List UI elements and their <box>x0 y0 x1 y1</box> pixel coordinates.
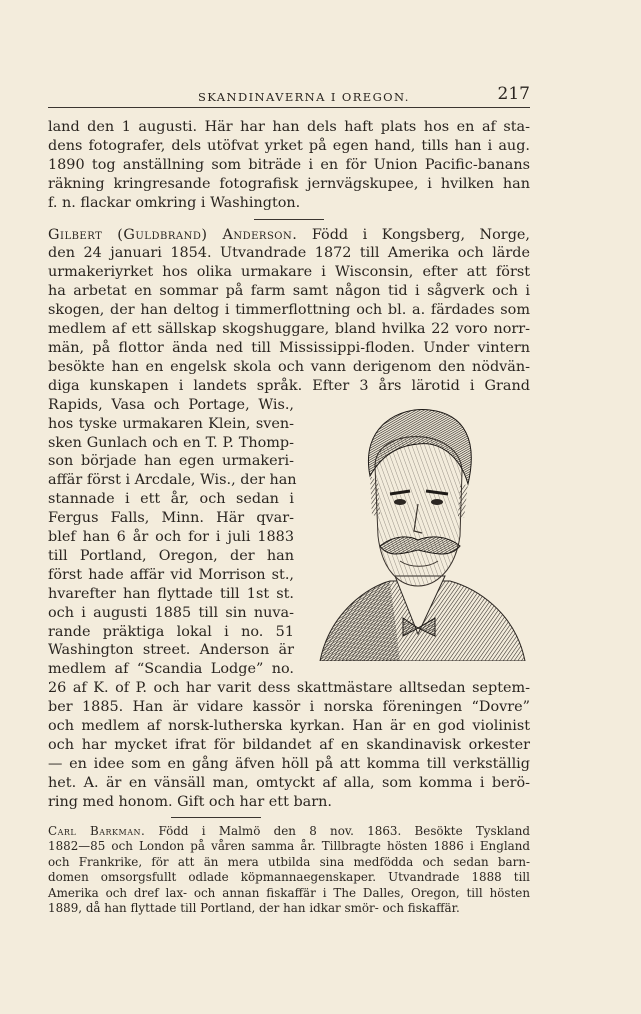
intro-paragraph <box>48 118 530 213</box>
text-line: räkning kringresande fotografisk jernvägskupee, i hvilken han <box>48 175 530 192</box>
text-line: hvarefter han flyttade till 1st st. <box>48 585 294 602</box>
text-line: den 24 januari 1854. Utvandrade 1872 till Amerika och lärde <box>48 245 530 262</box>
text-line: till Portland, Oregon, der han <box>48 547 294 564</box>
text-line: dens fotografer, dels utöfvat yrket på egen hand, tills han i aug. <box>48 137 530 154</box>
text-line: och har mycket ifrat för bildandet af en skandinavisk orkester <box>48 737 530 753</box>
text-line: 1890 tog anställning som biträde i en för Union Pacific-banans <box>48 156 530 173</box>
text-line: f. n. flackar omkring i Washington. <box>48 194 301 211</box>
text-line: stannade i ett år, och sedan i <box>48 491 294 508</box>
bio-name: Gilbert (Guldbrand) Anderson. <box>48 226 298 243</box>
text-line: 1889, då han flyttade till Portland, der han idkar smör- och fiskaffär. <box>48 901 460 916</box>
text-line: — en idee som en gång äfven höll på att komma till verkställig <box>48 755 530 772</box>
text-line: och i augusti 1885 till sin nuva- <box>48 604 294 621</box>
text-line: män, på flottor ända ned till Mississippi-floden. Under vintern <box>48 339 530 356</box>
page-number: 217 <box>497 84 530 104</box>
section-divider <box>171 817 261 818</box>
text-line: Gilbert (Guldbrand) Anderson. Född i Kongsberg, Norge, <box>48 226 530 243</box>
portrait-engraving <box>300 396 530 661</box>
text-line: land den 1 augusti. Här har han dels haft plats hos en af sta- <box>48 119 530 135</box>
bio-name: Carl Barkman. <box>48 823 146 838</box>
text-line: sken Gunlach och en T. P. Thomp- <box>48 434 294 451</box>
text-line: och Frankrike, för att än mera utbilda sina medfödda och sedan barn- <box>48 854 530 869</box>
body-text <box>48 118 530 917</box>
text-line: ber 1885. Han är vidare kassör i norska föreningen “Dovre” <box>48 699 530 716</box>
header-rule <box>48 107 530 108</box>
text-line: Amerika och dref lax- och annan fiskaffär i The Dalles, Oregon, till hösten <box>48 885 530 900</box>
text-line: hos tyske urmakaren Klein, sven- <box>48 415 294 432</box>
text-line: blef han 6 år och for i juli 1883 <box>48 529 294 546</box>
text-line: först hade affär vid Morrison st., <box>48 566 294 583</box>
text-line: besökte han en engelsk skola och vann derigenom den nödvän- <box>48 358 530 375</box>
text-line: 26 af K. of P. och har varit dess skattmästare alltsedan septem- <box>48 680 530 697</box>
running-title: SKANDINAVERNA I OREGON. <box>198 90 410 104</box>
text-line: domen omsorgsfullt odlade köpmannaegenskaper. Utvandrade 1888 till <box>48 870 530 885</box>
text-line: het. A. är en vänsäll man, omtyckt af alla, som komma i berö- <box>48 774 530 791</box>
text-line: Washington street. Anderson är <box>48 642 294 659</box>
text-line: Carl Barkman. Född i Malmö den 8 nov. 1863. Besökte Tyskland <box>48 823 530 838</box>
text-line: Fergus Falls, Minn. Här qvar- <box>48 510 294 527</box>
text-line: medlem af “Scandia Lodge” no. <box>48 661 294 678</box>
text-line: affär först i Arcdale, Wis., der han <box>48 472 297 489</box>
text-line: och medlem af norsk-lutherska kyrkan. Han är en god violinist <box>48 718 530 735</box>
text-line: ring med honom. Gift och har ett barn. <box>48 793 332 810</box>
text-line: ha arbetat en sommar på farm samt någon tid i sågverk och i <box>48 283 530 300</box>
text-line: rande präktiga lokal i no. 51 <box>48 623 294 640</box>
text-line: skogen, der han deltog i timmerflottning och bl. a. färdades som <box>48 302 530 319</box>
text-line: urmakeriyrket hos olika urmakare i Wisconsin, efter att först <box>48 264 530 281</box>
text-line: son började han egen urmakeri- <box>48 453 294 470</box>
bio-barkman <box>48 824 530 917</box>
running-head <box>48 84 530 108</box>
text-line: medlem af ett sällskap skogshuggare, bland hvilka 22 voro norr- <box>48 321 530 338</box>
text-line: 1882—85 och London på våren samma år. Tillbragte hösten 1886 i England <box>48 839 530 854</box>
text-line: Rapids, Vasa och Portage, Wis., <box>48 396 294 413</box>
text-line: diga kunskapen i landets språk. Efter 3 års lärotid i Grand <box>48 377 530 394</box>
bio-anderson <box>48 226 530 812</box>
section-divider <box>254 219 324 220</box>
